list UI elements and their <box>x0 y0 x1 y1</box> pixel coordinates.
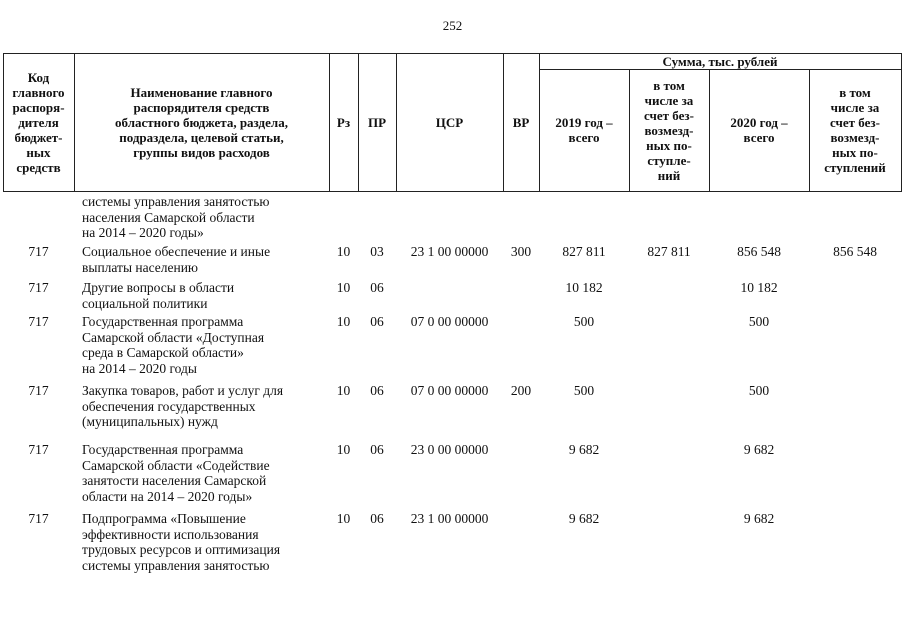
header-csr: ЦСР <box>435 114 464 130</box>
cell-code: 717 <box>28 280 49 295</box>
cell-pr: 03 <box>370 244 384 259</box>
cell-2019-total: 500 <box>573 383 595 398</box>
cell-vr: 300 <box>510 244 532 259</box>
cell-2020-total: 500 <box>748 383 770 398</box>
cell-rz: 10 <box>336 383 351 398</box>
header-2019-grants: в том числе за счет без- возмезд- ных по- ступле- ний <box>644 77 694 183</box>
cell-code: 717 <box>28 511 49 526</box>
cell-2019-total: 9 682 <box>568 511 600 526</box>
cell-pr: 06 <box>370 442 384 457</box>
cell-name: Государственная программа Самарской области «Содействие занятости населения Самарской области на 2014 – 2020 годы» <box>82 442 270 504</box>
cell-rz: 10 <box>336 511 351 526</box>
cell-name: Другие вопросы в области социальной политики <box>82 280 235 311</box>
cell-csr: 23 1 00 00000 <box>410 511 489 526</box>
header-2020-grants: в том числе за счет без- возмезд- ных по- ступлений <box>824 85 886 175</box>
cell-2019-total: 10 182 <box>565 280 603 295</box>
page-number: 252 <box>442 18 463 33</box>
cell-name: Подпрограмма «Повышение эффективности использования трудовых ресурсов и оптимизация системы управления занятостью <box>82 511 281 573</box>
cell-2020-total: 9 682 <box>743 511 775 526</box>
header-pr: ПР <box>367 114 387 130</box>
cell-vr: 200 <box>510 383 532 398</box>
cell-code: 717 <box>28 442 49 457</box>
cell-2019-total: 9 682 <box>568 442 600 457</box>
header-vr: ВР <box>512 114 530 130</box>
col-divider <box>901 53 902 191</box>
header-2019-total: 2019 год – всего <box>555 115 613 145</box>
cell-csr: 23 0 00 00000 <box>410 442 489 457</box>
cell-name: Социальное обеспечение и иные выплаты населению <box>82 244 271 275</box>
header-rz: Рз <box>336 114 351 130</box>
cell-rz: 10 <box>336 280 351 295</box>
cell-rz: 10 <box>336 244 351 259</box>
cell-csr: 07 0 00 00000 <box>410 314 489 329</box>
header-code: Код главного распоря- дителя бюджет- ных средств <box>12 69 65 175</box>
header-name: Наименование главного распорядителя средств областного бюджета, раздела, подраздела, целевой статьи, группы видов расходов <box>115 84 288 160</box>
header-bottom-border <box>3 191 902 192</box>
cell-2020-total: 10 182 <box>740 280 778 295</box>
cell-csr: 23 1 00 00000 <box>410 244 489 259</box>
cell-name: Государственная программа Самарской области «Доступная среда в Самарской области» на 2014 – 2020 годы <box>82 314 265 376</box>
cell-csr: 07 0 00 00000 <box>410 383 489 398</box>
cell-2020-grants: 856 548 <box>833 244 877 259</box>
cell-rz: 10 <box>336 314 351 329</box>
cell-pr: 06 <box>370 383 384 398</box>
continuation-text: системы управления занятостью населения Самарской области на 2014 – 2020 годы» <box>82 194 270 240</box>
cell-code: 717 <box>28 383 49 398</box>
cell-pr: 06 <box>370 511 384 526</box>
cell-code: 717 <box>28 314 49 329</box>
header-sum-group: Сумма, тыс. рублей <box>662 53 778 69</box>
cell-2019-grants: 827 811 <box>647 244 691 259</box>
cell-pr: 06 <box>370 280 384 295</box>
header-2020-total: 2020 год – всего <box>730 115 788 145</box>
cell-2020-total: 500 <box>748 314 770 329</box>
cell-pr: 06 <box>370 314 384 329</box>
cell-2019-total: 500 <box>573 314 595 329</box>
cell-name: Закупка товаров, работ и услуг для обеспечения государственных (муниципальных) нужд <box>82 383 284 429</box>
cell-rz: 10 <box>336 442 351 457</box>
cell-2020-total: 856 548 <box>737 244 781 259</box>
cell-2020-total: 9 682 <box>743 442 775 457</box>
cell-code: 717 <box>28 244 49 259</box>
cell-2019-total: 827 811 <box>562 244 606 259</box>
